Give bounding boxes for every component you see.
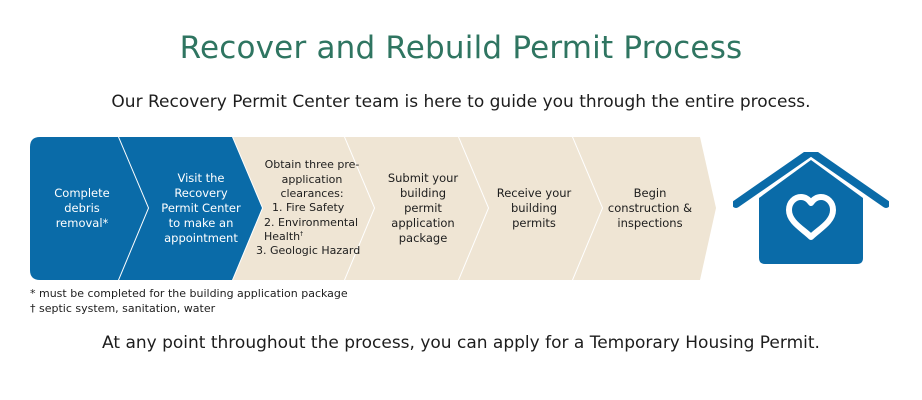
clearance-item-fire: 1. Fire Safety [272, 201, 345, 215]
step-5-label: Receive your building permits [496, 186, 572, 230]
footnotes [30, 287, 348, 317]
step-3-label [256, 137, 368, 280]
step-1-label: Complete debris removal* [54, 186, 110, 230]
step-6-label: Begin construction & inspections [607, 186, 693, 230]
step-2-label: Visit the Recovery Permit Center to make an appointment [161, 171, 241, 245]
page-subtitle: Our Recovery Permit Center team is here to guide you through the entire process. [111, 92, 811, 112]
step-4-label: Submit your building permit application package [387, 171, 459, 245]
clearance-item-env: 2. Environmental Health† [264, 215, 359, 243]
page-title: Recover and Rebuild Permit Process [179, 30, 743, 66]
footnote-dagger: † septic system, sanitation, water [30, 301, 216, 315]
footnote-asterisk: * must be completed for the building application package [30, 287, 348, 300]
step-3-heading: Obtain three pre-application clearances: [264, 158, 360, 201]
clearance-item-geo: 3. Geologic Hazard [256, 244, 361, 258]
house-heart-icon [733, 152, 889, 268]
temporary-housing-note: At any point throughout the process, you can apply for a Temporary Housing Permit. [102, 333, 820, 353]
